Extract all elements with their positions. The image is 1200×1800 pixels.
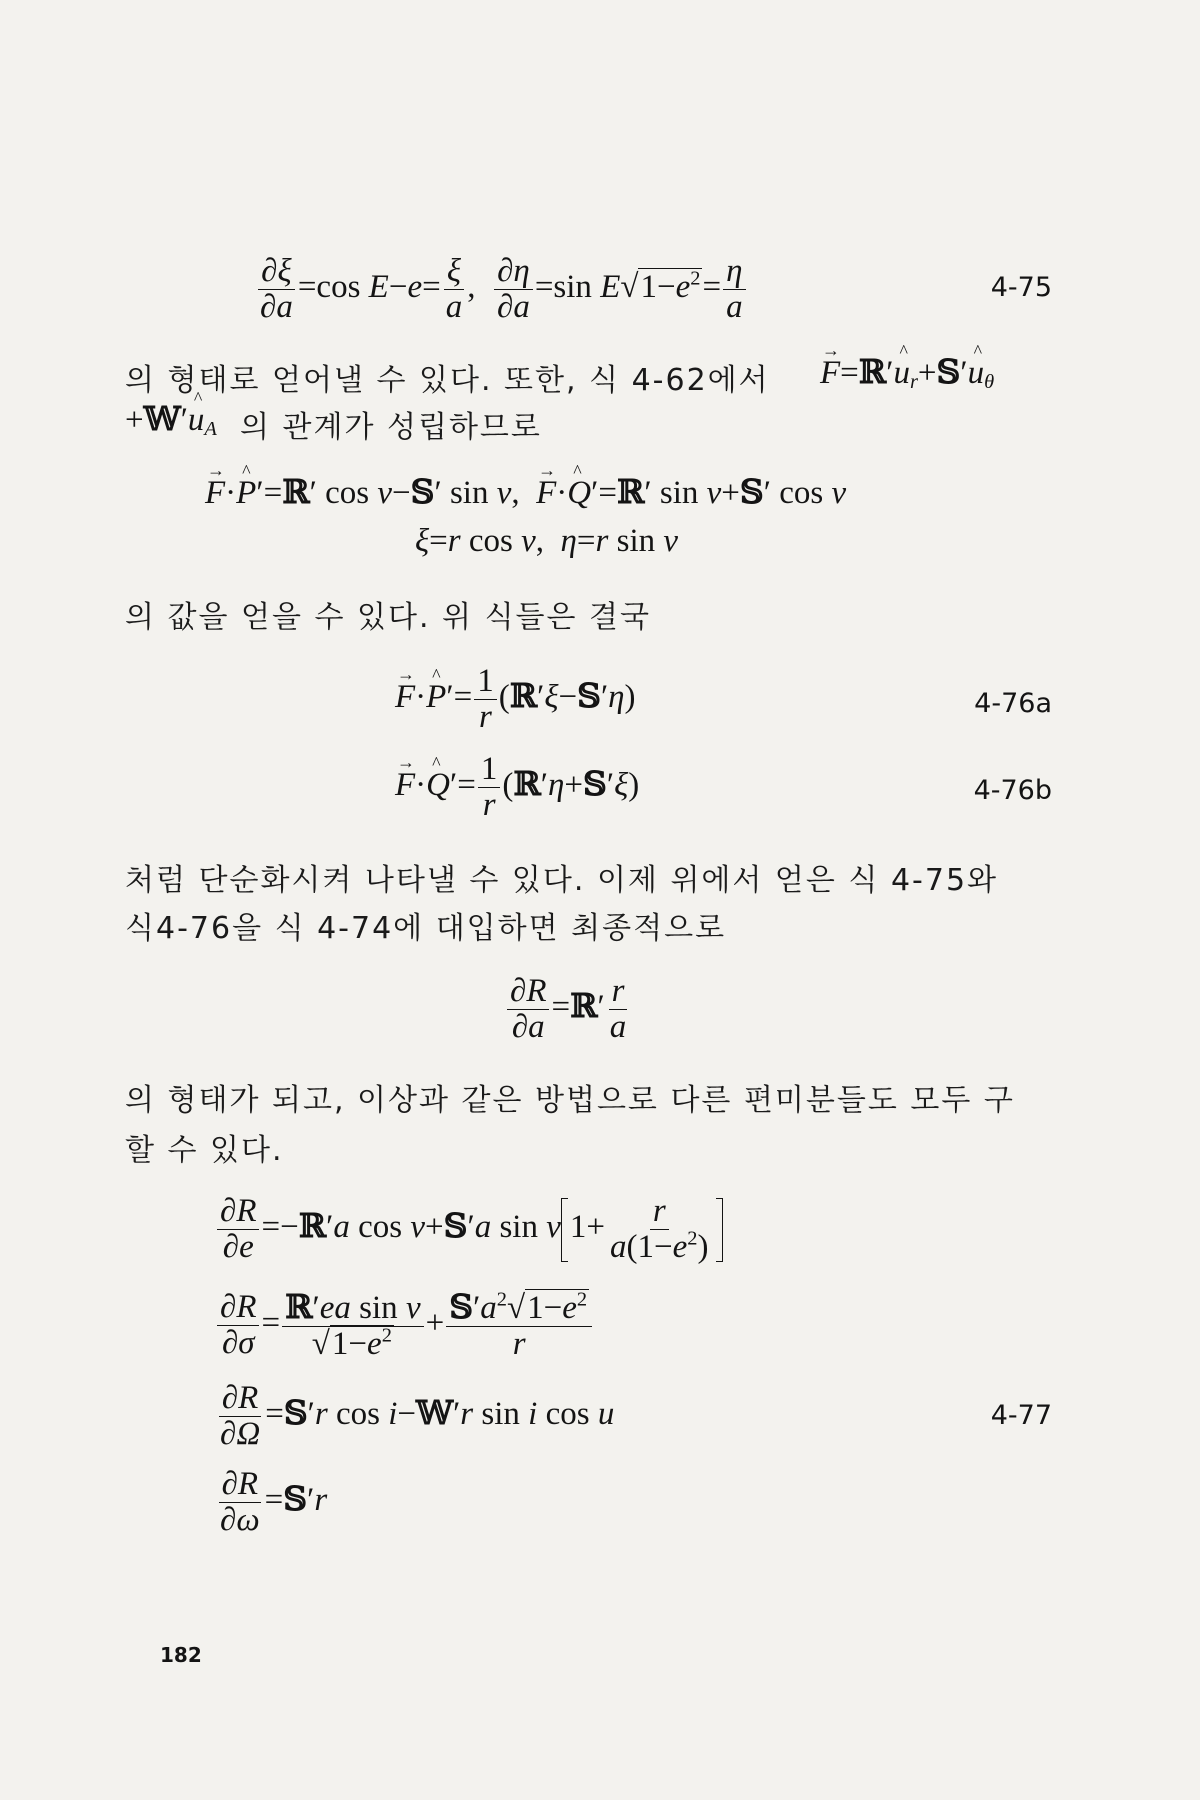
equation-inline-force: → F=ℝ′^ $u_r+𝕊'\^{}$ $u_\theta$: [820, 355, 994, 390]
equation-xi-eta: ξ=r cos ν, η=r sin ν: [415, 523, 679, 559]
body-text-line: 의 관계가 성립하므로: [240, 410, 542, 445]
equation-dR-da: $\frac{\partial R}{\partial a}$ =ℝ′ $\frac{r}{a}$: [505, 975, 631, 1044]
equation-number: 4-75: [990, 272, 1052, 303]
equation-number: 4-76b: [973, 775, 1052, 806]
equation-4-75: $\frac{\partial\xi}{\partial a}$ =cos E−e= $\frac{\xi}{a}$ , $\frac{\partial\eta}{\partial a}$ =sin $E√1-e^2=$ $\frac{\eta}{a}$: [255, 255, 748, 324]
equation-4-76b: → F·^ Q′= $\frac{1}{r}$ (ℝ′η+𝕊′ξ): [395, 753, 639, 822]
equation-4-77: $\frac{\partial R}{\partial\Omega}$ =𝕊′r cos i−𝕎′r sin i cos u: [220, 1380, 615, 1452]
body-text-line: 식4-76을 식 4-74에 대입하면 최종적으로: [125, 911, 727, 946]
equation-dot-products: → F·^ P′=ℝ′ cos ν−𝕊′ sin ν, → F·^ Q′=ℝ′ sin ν+𝕊′ cos ν: [205, 475, 846, 510]
body-text-line: 할 수 있다.: [125, 1133, 284, 1168]
equation-number: 4-77: [990, 1400, 1052, 1431]
page-number: 182: [160, 1643, 202, 1667]
body-text-line: 의 값을 얻을 수 있다. 위 식들은 결국: [125, 600, 652, 635]
equation-dR-dsigma: $\frac{\partial R}{\partial\sigma}$ = $\frac{\text{ℝ′ea sin ν}}{√1-e^2}$ + $\frac{𝕊'a^2√1-e^2}{r}$: [215, 1290, 594, 1361]
body-text-line: 의 형태가 되고, 이상과 같은 방법으로 다른 편미분들도 모두 구: [125, 1083, 1015, 1118]
equation-4-76a: → F·^ P′= $\frac{1}{r}$ (ℝ′ξ−𝕊′η): [395, 665, 636, 734]
equation-inline-w: +𝕎′^ $u_A$: [125, 402, 217, 437]
equation-number: 4-76a: [974, 688, 1052, 719]
body-text-line: 의 형태로 얻어낼 수 있다. 또한, 식 4-62에서: [125, 363, 770, 398]
body-text-line: 처럼 단순화시켜 나타낼 수 있다. 이제 위에서 얻은 식 4-75와: [125, 863, 999, 898]
equation-dR-de: $\frac{\partial R}{\partial e}$ =−ℝ′a cos ν+𝕊′a sin ν 1+ $\frac{r}{a(1-e^2)}$: [215, 1195, 723, 1264]
equation-dR-domega: $\frac{\partial R}{\partial\omega}$ =𝕊′r: [220, 1466, 328, 1538]
